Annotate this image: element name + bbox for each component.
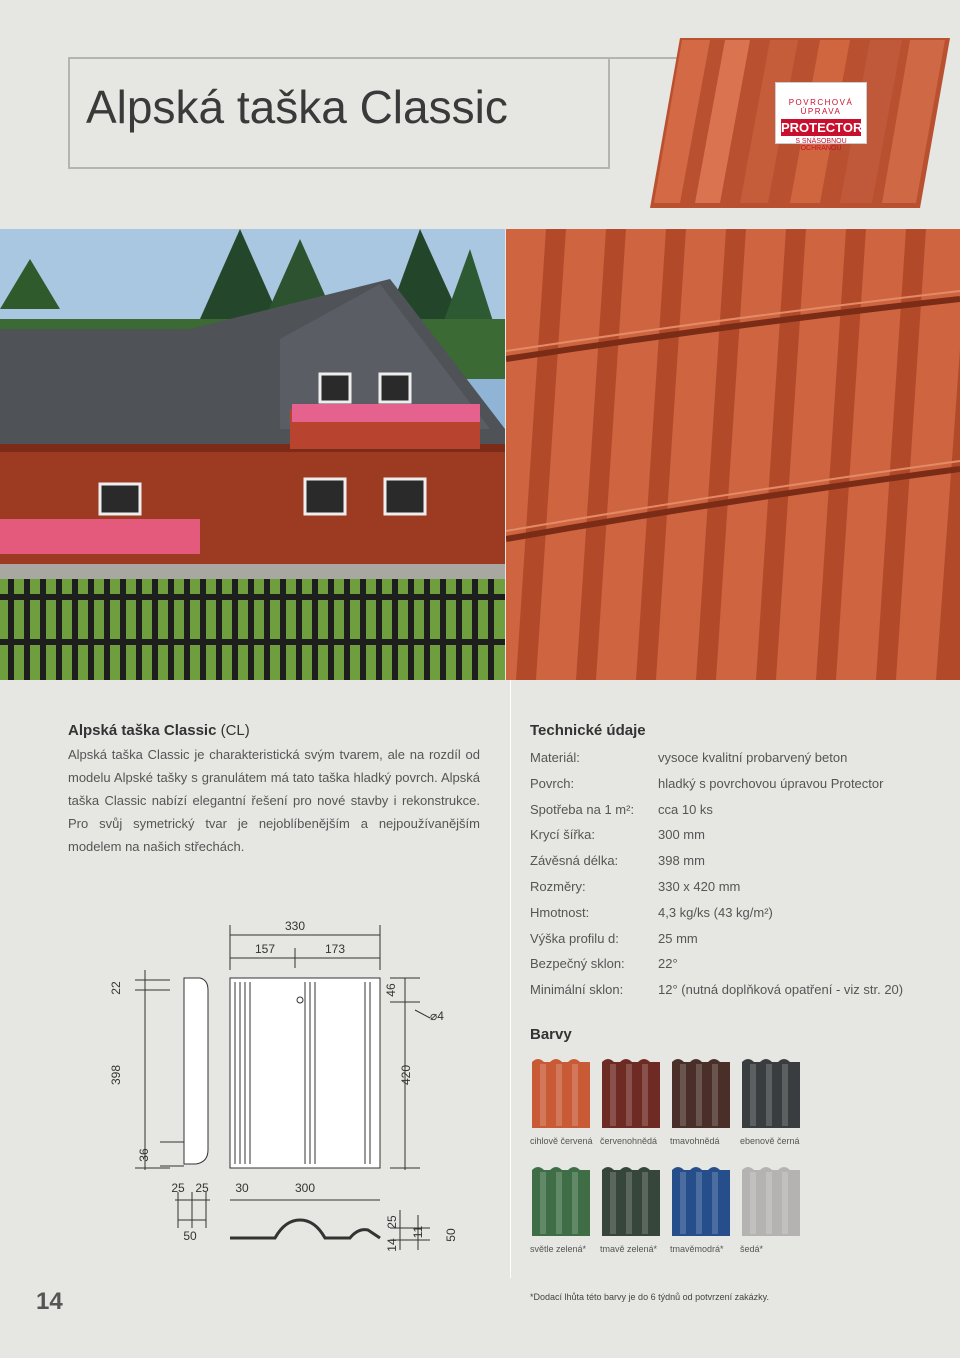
badge-line3: S SNÁSOBNOU OCHRANOU <box>795 138 847 152</box>
swatch-highlight <box>610 1172 616 1234</box>
swatch-label: šedá* <box>740 1244 764 1254</box>
colors-heading: Barvy <box>530 1026 572 1043</box>
swatch-highlight <box>782 1172 788 1234</box>
swatch-highlight <box>712 1064 718 1126</box>
spec-value: vysoce kvalitní probarvený beton <box>658 750 848 765</box>
dim-14: 14 <box>385 1238 399 1252</box>
footer <box>0 1278 960 1358</box>
dim-50a: 50 <box>183 1229 197 1243</box>
spec-value: 12° (nutná doplňková opatření - viz str. 20) <box>658 982 904 998</box>
spec-value: hladký s povrchovou úpravou Protector <box>658 775 884 791</box>
dim-300: 300 <box>294 1181 316 1195</box>
swatch-label: tmavě zelená* <box>600 1244 658 1254</box>
dim-50b: 50 <box>444 1228 458 1242</box>
spec-value: 398 mm <box>658 853 705 869</box>
swatch-highlight <box>572 1172 578 1234</box>
color-swatch <box>600 1164 662 1236</box>
spec-value: 22° <box>658 956 678 972</box>
intro-heading: Alpská taška Classic <box>68 722 217 739</box>
spec-value: 300 mm <box>658 827 705 843</box>
dim-25b: 25 <box>195 1181 209 1195</box>
swatch-highlight <box>642 1172 648 1234</box>
column-divider <box>510 680 511 1278</box>
page-number: 14 <box>36 1288 63 1315</box>
swatch-highlight <box>696 1172 702 1234</box>
spec-label: Závěsná délka: <box>530 853 619 869</box>
swatch-highlight <box>782 1064 788 1126</box>
swatch-highlight <box>680 1064 686 1126</box>
spec-label: Krycí šířka: <box>530 827 596 843</box>
swatch-highlight <box>540 1064 546 1126</box>
dim-398: 398 <box>109 1064 123 1086</box>
swatch-label: červenohnědá <box>600 1136 658 1146</box>
dim-25c: 25 <box>385 1215 399 1229</box>
dim-25a: 25 <box>171 1181 185 1195</box>
swatch-highlight <box>766 1064 772 1126</box>
footnote: *Dodací lhůta této barvy je do 6 týdnů od potvrzení zakázky. <box>530 1292 769 1302</box>
swatch-highlight <box>572 1064 578 1126</box>
swatch-label: světle zelená* <box>530 1244 587 1254</box>
swatch-highlight <box>556 1064 562 1126</box>
dim-157: 157 <box>254 942 276 956</box>
spec-value: cca 10 ks <box>658 801 713 817</box>
spec-value: 330 x 420 mm <box>658 879 741 894</box>
spec-label: Minimální sklon: <box>530 982 624 998</box>
house-photo <box>0 229 505 680</box>
swatch-highlight <box>680 1172 686 1234</box>
swatch-highlight <box>642 1064 648 1126</box>
dim-420: 420 <box>399 1064 413 1086</box>
swatch-highlight <box>610 1064 616 1126</box>
intro-heading-suffix: (CL) <box>220 722 250 739</box>
swatch-label: cihlově červená <box>530 1136 593 1146</box>
intro-paragraph: Alpská taška Classic je charakteristická svým tvarem, ale na rozdíl od modelu Alpské tašky s granulátem má tato taška hladký povrch. Alpská taška Classic nabízí elegantní řešení pro nové stavby i rekonstrukce. Pro svůj symetrický tvar je nejoblíbenějším a nejpoužívanějším modelem na našich střechách. <box>68 747 480 854</box>
dim-46: 46 <box>384 983 398 997</box>
dim-330: 330 <box>284 919 306 933</box>
dim-173: 173 <box>324 942 346 956</box>
dim-11: 11 <box>411 1225 425 1239</box>
dim-22: 22 <box>109 981 123 995</box>
spec-label: Bezpečný sklon: <box>530 956 625 972</box>
swatch-highlight <box>750 1172 756 1234</box>
swatch-highlight <box>626 1172 632 1234</box>
intro-section <box>68 722 480 858</box>
spec-label: Povrch: <box>530 775 575 791</box>
swatch-highlight <box>540 1172 546 1234</box>
swatch-label: tmavěmodrá* <box>670 1244 724 1254</box>
page-title: Alpská taška Classic <box>86 81 508 133</box>
color-swatch <box>670 1056 732 1128</box>
spec-value: 4,3 kg/ks (43 kg/m²) <box>658 904 773 920</box>
spec-label: Rozměry: <box>530 879 586 894</box>
technical-drawing <box>100 910 480 1260</box>
color-swatch <box>530 1164 592 1236</box>
roof-tiles-photo <box>506 229 960 680</box>
color-swatch <box>740 1056 802 1128</box>
swatch-highlight <box>712 1172 718 1234</box>
dim-diameter-4: ⌀4 <box>430 1009 444 1023</box>
color-swatch <box>740 1164 802 1236</box>
swatch-highlight <box>626 1064 632 1126</box>
spec-label: Spotřeba na 1 m²: <box>530 801 635 817</box>
color-swatch <box>530 1056 592 1128</box>
color-swatch <box>670 1164 732 1236</box>
dim-36: 36 <box>137 1148 151 1162</box>
spec-label: Materiál: <box>530 750 580 765</box>
badge-line1: POVRCHOVÁ ÚPRAVA <box>788 98 854 116</box>
swatch-label: tmavohnědá <box>670 1136 720 1146</box>
swatch-highlight <box>750 1064 756 1126</box>
badge-line2: PROTECTOR <box>781 120 863 135</box>
dim-30: 30 <box>235 1181 249 1195</box>
swatch-label: ebenově černá <box>740 1136 800 1146</box>
swatch-highlight <box>696 1064 702 1126</box>
spec-label: Hmotnost: <box>530 904 590 920</box>
color-swatch <box>600 1056 662 1128</box>
swatch-highlight <box>766 1172 772 1234</box>
spec-label: Výška profilu d: <box>530 930 619 946</box>
spec-value: 25 mm <box>658 930 698 946</box>
specs-heading: Technické údaje <box>530 722 646 739</box>
protector-badge <box>775 82 867 152</box>
swatch-highlight <box>556 1172 562 1234</box>
